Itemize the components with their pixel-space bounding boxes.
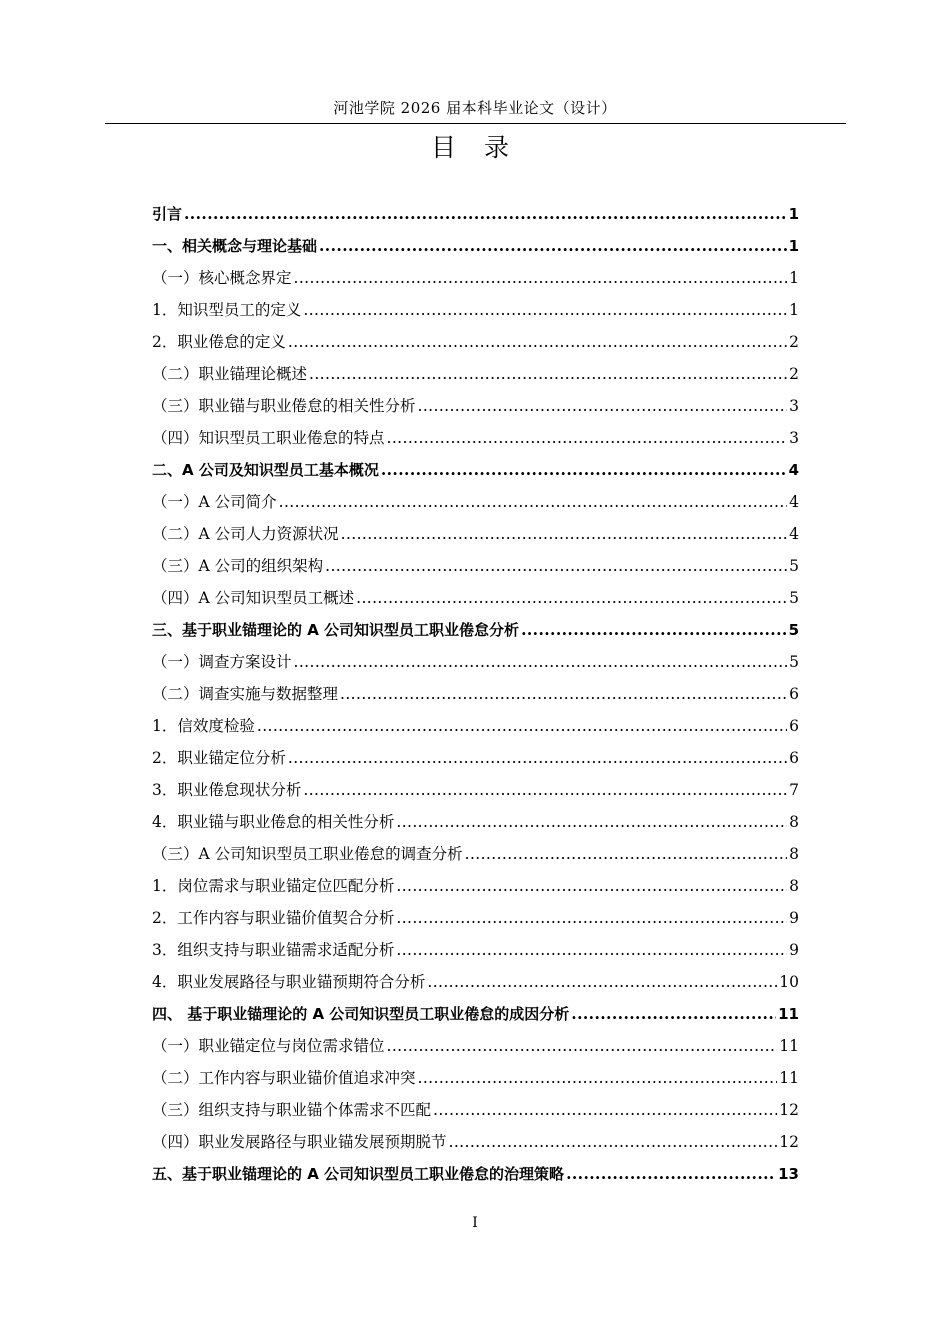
toc-entry-label: 三、基于职业锚理论的 A 公司知识型员工职业倦怠分析 [152, 621, 520, 639]
toc-entry-page: 10 [779, 973, 799, 991]
toc-entry-label: （三）A 公司的组织架构 [152, 557, 324, 575]
toc-entry-label: 五、基于职业锚理论的 A 公司知识型员工职业倦怠的治理策略 [152, 1165, 565, 1183]
toc-entry[interactable] [152, 774, 799, 806]
toc-entry[interactable] [152, 838, 799, 870]
toc-entry-page: 11 [779, 1037, 799, 1055]
toc-entry-page: 9 [789, 941, 799, 959]
toc-leader-dots [387, 1030, 778, 1062]
toc-entry-label: （三）职业锚与职业倦怠的相关性分析 [152, 397, 416, 415]
toc-entry-page: 8 [789, 813, 799, 831]
toc-entry-label: （一）调查方案设计 [152, 653, 292, 671]
toc-entry-label: 4．职业锚与职业倦怠的相关性分析 [152, 813, 395, 831]
toc-entry-label: 一、相关概念与理论基础 [152, 237, 318, 255]
toc-entry[interactable] [152, 550, 799, 582]
toc-entry-page: 3 [789, 397, 799, 415]
toc-entry-label: （一）A 公司简介 [152, 493, 277, 511]
toc-entry-page: 6 [789, 749, 799, 767]
toc-entry-label: （一）核心概念界定 [152, 269, 292, 287]
toc-entry-label: （二）A 公司人力资源状况 [152, 525, 339, 543]
toc-entry[interactable] [152, 582, 799, 614]
toc-leader-dots [396, 806, 787, 838]
toc-entry-label: （二）调查实施与数据整理 [152, 685, 339, 703]
toc-entry-label: （四）知识型员工职业倦怠的特点 [152, 429, 385, 447]
toc-entry-page: 5 [788, 621, 799, 639]
toc-entry[interactable] [152, 486, 799, 518]
page-number: I [472, 1215, 478, 1231]
toc-entry-page: 5 [789, 557, 799, 575]
header-rule [105, 123, 846, 124]
toc-leader-dots [449, 1126, 778, 1158]
toc-entry[interactable] [152, 1126, 799, 1158]
toc-entry-page: 9 [789, 909, 799, 927]
toc-leader-dots [566, 1158, 776, 1190]
toc-leader-dots [184, 198, 787, 230]
toc-leader-dots [319, 230, 787, 262]
toc-entry-page: 2 [789, 365, 799, 383]
toc-entry-page: 4 [789, 525, 799, 543]
toc-leader-dots [396, 870, 787, 902]
toc-entry[interactable] [152, 710, 799, 742]
toc-entry[interactable] [152, 326, 799, 358]
toc-entry-page: 12 [779, 1133, 799, 1151]
toc-leader-dots [356, 582, 787, 614]
toc-leader-dots [303, 774, 787, 806]
toc-leader-dots [418, 390, 788, 422]
toc-entry-label: （二）职业锚理论概述 [152, 365, 308, 383]
toc-leader-dots [387, 422, 788, 454]
toc-entry-label: 引言 [152, 205, 183, 223]
toc-entry[interactable] [152, 230, 799, 262]
toc-entry[interactable] [152, 966, 799, 998]
toc-entry-label: 四、 基于职业锚理论的 A 公司知识型员工职业倦怠的成因分析 [152, 1005, 570, 1023]
toc-entry[interactable] [152, 454, 799, 486]
toc-entry-label: 4．职业发展路径与职业锚预期符合分析 [152, 973, 426, 991]
toc-entry[interactable] [152, 934, 799, 966]
toc-entry[interactable] [152, 902, 799, 934]
toc-leader-dots [294, 262, 788, 294]
toc-leader-dots [325, 550, 787, 582]
toc-leader-dots [303, 294, 787, 326]
toc-entry[interactable] [152, 198, 799, 230]
toc-entry[interactable] [152, 518, 799, 550]
toc-entry-page: 8 [789, 845, 799, 863]
toc-entry-label: 2．职业倦怠的定义 [152, 333, 286, 351]
toc-title: 目 录 [431, 133, 519, 162]
toc-entry-page: 1 [789, 301, 799, 319]
toc-leader-dots [418, 1062, 778, 1094]
toc-entry-page: 1 [789, 269, 799, 287]
toc-entry-page: 5 [789, 653, 799, 671]
toc-entry-page: 5 [789, 589, 799, 607]
toc-entry[interactable] [152, 358, 799, 390]
toc-leader-dots [288, 742, 787, 774]
toc-entry-page: 2 [789, 333, 799, 351]
toc-entry-page: 12 [779, 1101, 799, 1119]
toc-leader-dots [309, 358, 787, 390]
toc-entry[interactable] [152, 742, 799, 774]
toc-leader-dots [341, 518, 788, 550]
toc-entry[interactable] [152, 294, 799, 326]
toc-leader-dots [288, 326, 787, 358]
toc-entry-label: 1．信效度检验 [152, 717, 255, 735]
toc-entry[interactable] [152, 1062, 799, 1094]
toc-leader-dots [427, 966, 777, 998]
toc-leader-dots [521, 614, 787, 646]
toc-entry[interactable] [152, 998, 799, 1030]
toc-entry[interactable] [152, 678, 799, 710]
toc-list [152, 198, 799, 1190]
toc-entry-label: （一）职业锚定位与岗位需求错位 [152, 1037, 385, 1055]
toc-entry-label: 二、A 公司及知识型员工基本概况 [152, 461, 379, 479]
toc-entry-page: 7 [789, 781, 799, 799]
toc-entry-label: 2．工作内容与职业锚价值契合分析 [152, 909, 395, 927]
toc-entry-page: 6 [789, 685, 799, 703]
toc-entry-label: 1．知识型员工的定义 [152, 301, 302, 319]
toc-leader-dots [294, 646, 788, 678]
toc-entry[interactable] [152, 262, 799, 294]
toc-entry-label: （三）组织支持与职业锚个体需求不匹配 [152, 1101, 432, 1119]
toc-entry-page: 11 [778, 1005, 799, 1023]
toc-entry-label: 2．职业锚定位分析 [152, 749, 286, 767]
toc-entry[interactable] [152, 1094, 799, 1126]
toc-entry[interactable] [152, 870, 799, 902]
toc-entry[interactable] [152, 1030, 799, 1062]
toc-entry-page: 8 [789, 877, 799, 895]
toc-leader-dots [396, 934, 787, 966]
toc-leader-dots [396, 902, 787, 934]
toc-entry[interactable] [152, 1158, 799, 1190]
toc-leader-dots [340, 678, 787, 710]
toc-entry-label: 3．职业倦怠现状分析 [152, 781, 302, 799]
toc-entry-page: 1 [788, 237, 799, 255]
toc-entry-label: 3．组织支持与职业锚需求适配分析 [152, 941, 395, 959]
running-header: 河池学院 2026 届本科毕业论文（设计） [333, 99, 617, 117]
toc-entry-page: 4 [789, 493, 799, 511]
toc-entry[interactable] [152, 390, 799, 422]
toc-entry-page: 4 [788, 461, 799, 479]
toc-entry-label: （四）职业发展路径与职业锚发展预期脱节 [152, 1133, 447, 1151]
toc-entry-label: （四）A 公司知识型员工概述 [152, 589, 355, 607]
toc-entry[interactable] [152, 422, 799, 454]
toc-leader-dots [279, 486, 788, 518]
toc-leader-dots [571, 998, 776, 1030]
toc-entry-label: （二）工作内容与职业锚价值追求冲突 [152, 1069, 416, 1087]
toc-entry-page: 1 [788, 205, 799, 223]
toc-leader-dots [257, 710, 787, 742]
toc-entry-page: 11 [779, 1069, 799, 1087]
toc-entry-label: 1．岗位需求与职业锚定位匹配分析 [152, 877, 395, 895]
toc-entry-page: 13 [778, 1165, 799, 1183]
toc-entry-page: 6 [789, 717, 799, 735]
toc-entry[interactable] [152, 646, 799, 678]
toc-leader-dots [465, 838, 788, 870]
toc-entry[interactable] [152, 614, 799, 646]
toc-entry-label: （三）A 公司知识型员工职业倦怠的调查分析 [152, 845, 463, 863]
toc-entry[interactable] [152, 806, 799, 838]
toc-leader-dots [381, 454, 787, 486]
toc-leader-dots [433, 1094, 777, 1126]
toc-entry-page: 3 [789, 429, 799, 447]
